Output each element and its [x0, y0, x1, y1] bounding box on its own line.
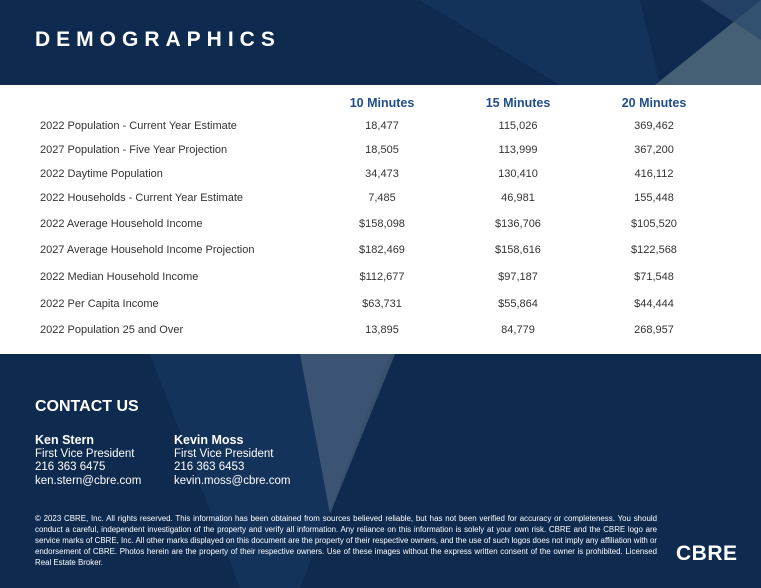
table-cell: 155,448 — [634, 192, 674, 204]
row-label: 2022 Average Household Income — [40, 218, 203, 230]
column-header-20-minutes: 20 Minutes — [621, 96, 687, 110]
table-cell: 367,200 — [634, 144, 674, 156]
page-title: DEMOGRAPHICS — [35, 28, 281, 51]
row-label: 2022 Population 25 and Over — [40, 324, 184, 336]
table-cell: $112,677 — [359, 271, 405, 283]
table-row — [0, 144, 761, 162]
table-cell: 34,473 — [365, 168, 399, 180]
table-row — [0, 168, 761, 186]
agent-card-ken-stern — [35, 434, 141, 488]
contact-title: CONTACT US — [35, 398, 139, 415]
table-cell: 130,410 — [498, 168, 538, 180]
legal-disclaimer: © 2023 CBRE, Inc. All rights reserved. This information has been obtained from sources believed reliable, but has not been verified for accuracy or completeness. You should conduct a careful, independent investigation of the property and verify all information. Any reliance on this information is solely at your own risk. CBRE and the CBRE logo are service marks of CBRE, Inc. All other marks displayed on this document are the property of their respective owners, and the use of such logos does not imply any affiliation with or endorsement of CBRE. Photos herein are the property of their respective owners. Use of these images without the express written consent of the owner is prohibited. Licensed Real Estate Broker. — [35, 514, 657, 567]
row-label: 2022 Daytime Population — [40, 168, 163, 180]
table-cell: 115,026 — [498, 120, 538, 132]
table-cell: $105,520 — [631, 218, 677, 230]
agent-role: First Vice President — [35, 447, 135, 460]
table-cell: 268,957 — [634, 324, 674, 336]
table-cell: $182,469 — [359, 244, 405, 256]
table-row — [0, 218, 761, 236]
table-cell: 18,505 — [365, 144, 399, 156]
agent-name: Kevin Moss — [174, 433, 244, 447]
row-label: 2022 Population - Current Year Estimate — [40, 120, 237, 132]
table-cell: $44,444 — [634, 298, 674, 310]
table-cell: 13,895 — [365, 324, 399, 336]
agent-phone[interactable]: 216 363 6475 — [35, 461, 106, 473]
agent-role: First Vice President — [174, 447, 274, 460]
demographics-table-section — [0, 85, 761, 354]
table-cell: 113,999 — [498, 144, 538, 156]
table-row — [0, 192, 761, 210]
table-cell: 369,462 — [634, 120, 674, 132]
table-row — [0, 324, 761, 342]
row-label: 2022 Per Capita Income — [40, 298, 159, 310]
agent-email[interactable]: kevin.moss@cbre.com — [174, 474, 291, 487]
table-cell: $97,187 — [498, 271, 538, 283]
table-cell: $63,731 — [362, 298, 402, 310]
table-cell: $158,098 — [359, 218, 405, 230]
row-label: 2027 Population - Five Year Projection — [40, 144, 228, 156]
agent-email[interactable]: ken.stern@cbre.com — [35, 474, 142, 487]
table-row — [0, 244, 761, 262]
table-cell: $122,568 — [631, 244, 677, 256]
table-cell: 46,981 — [501, 192, 535, 204]
column-header-10-minutes: 10 Minutes — [349, 96, 415, 110]
table-row — [0, 271, 761, 289]
contact-section — [0, 354, 761, 588]
table-row — [0, 120, 761, 138]
table-cell: $55,864 — [498, 298, 538, 310]
agent-card-kevin-moss — [174, 434, 290, 488]
table-cell: $158,616 — [495, 244, 541, 256]
row-label: 2022 Median Household Income — [40, 271, 199, 283]
table-row — [0, 298, 761, 316]
row-label: 2027 Average Household Income Projection — [40, 244, 255, 256]
table-cell: 18,477 — [365, 120, 399, 132]
cbre-logo: CBRE — [676, 542, 738, 565]
agent-phone[interactable]: 216 363 6453 — [174, 461, 245, 473]
table-cell: $71,548 — [634, 271, 674, 283]
header-band — [0, 0, 761, 85]
table-cell: $136,706 — [495, 218, 541, 230]
table-cell: 416,112 — [634, 168, 674, 180]
row-label: 2022 Households - Current Year Estimate — [40, 192, 244, 204]
agent-name: Ken Stern — [35, 433, 95, 447]
table-cell: 84,779 — [501, 324, 535, 336]
table-cell: 7,485 — [368, 192, 396, 204]
column-header-15-minutes: 15 Minutes — [485, 96, 551, 110]
